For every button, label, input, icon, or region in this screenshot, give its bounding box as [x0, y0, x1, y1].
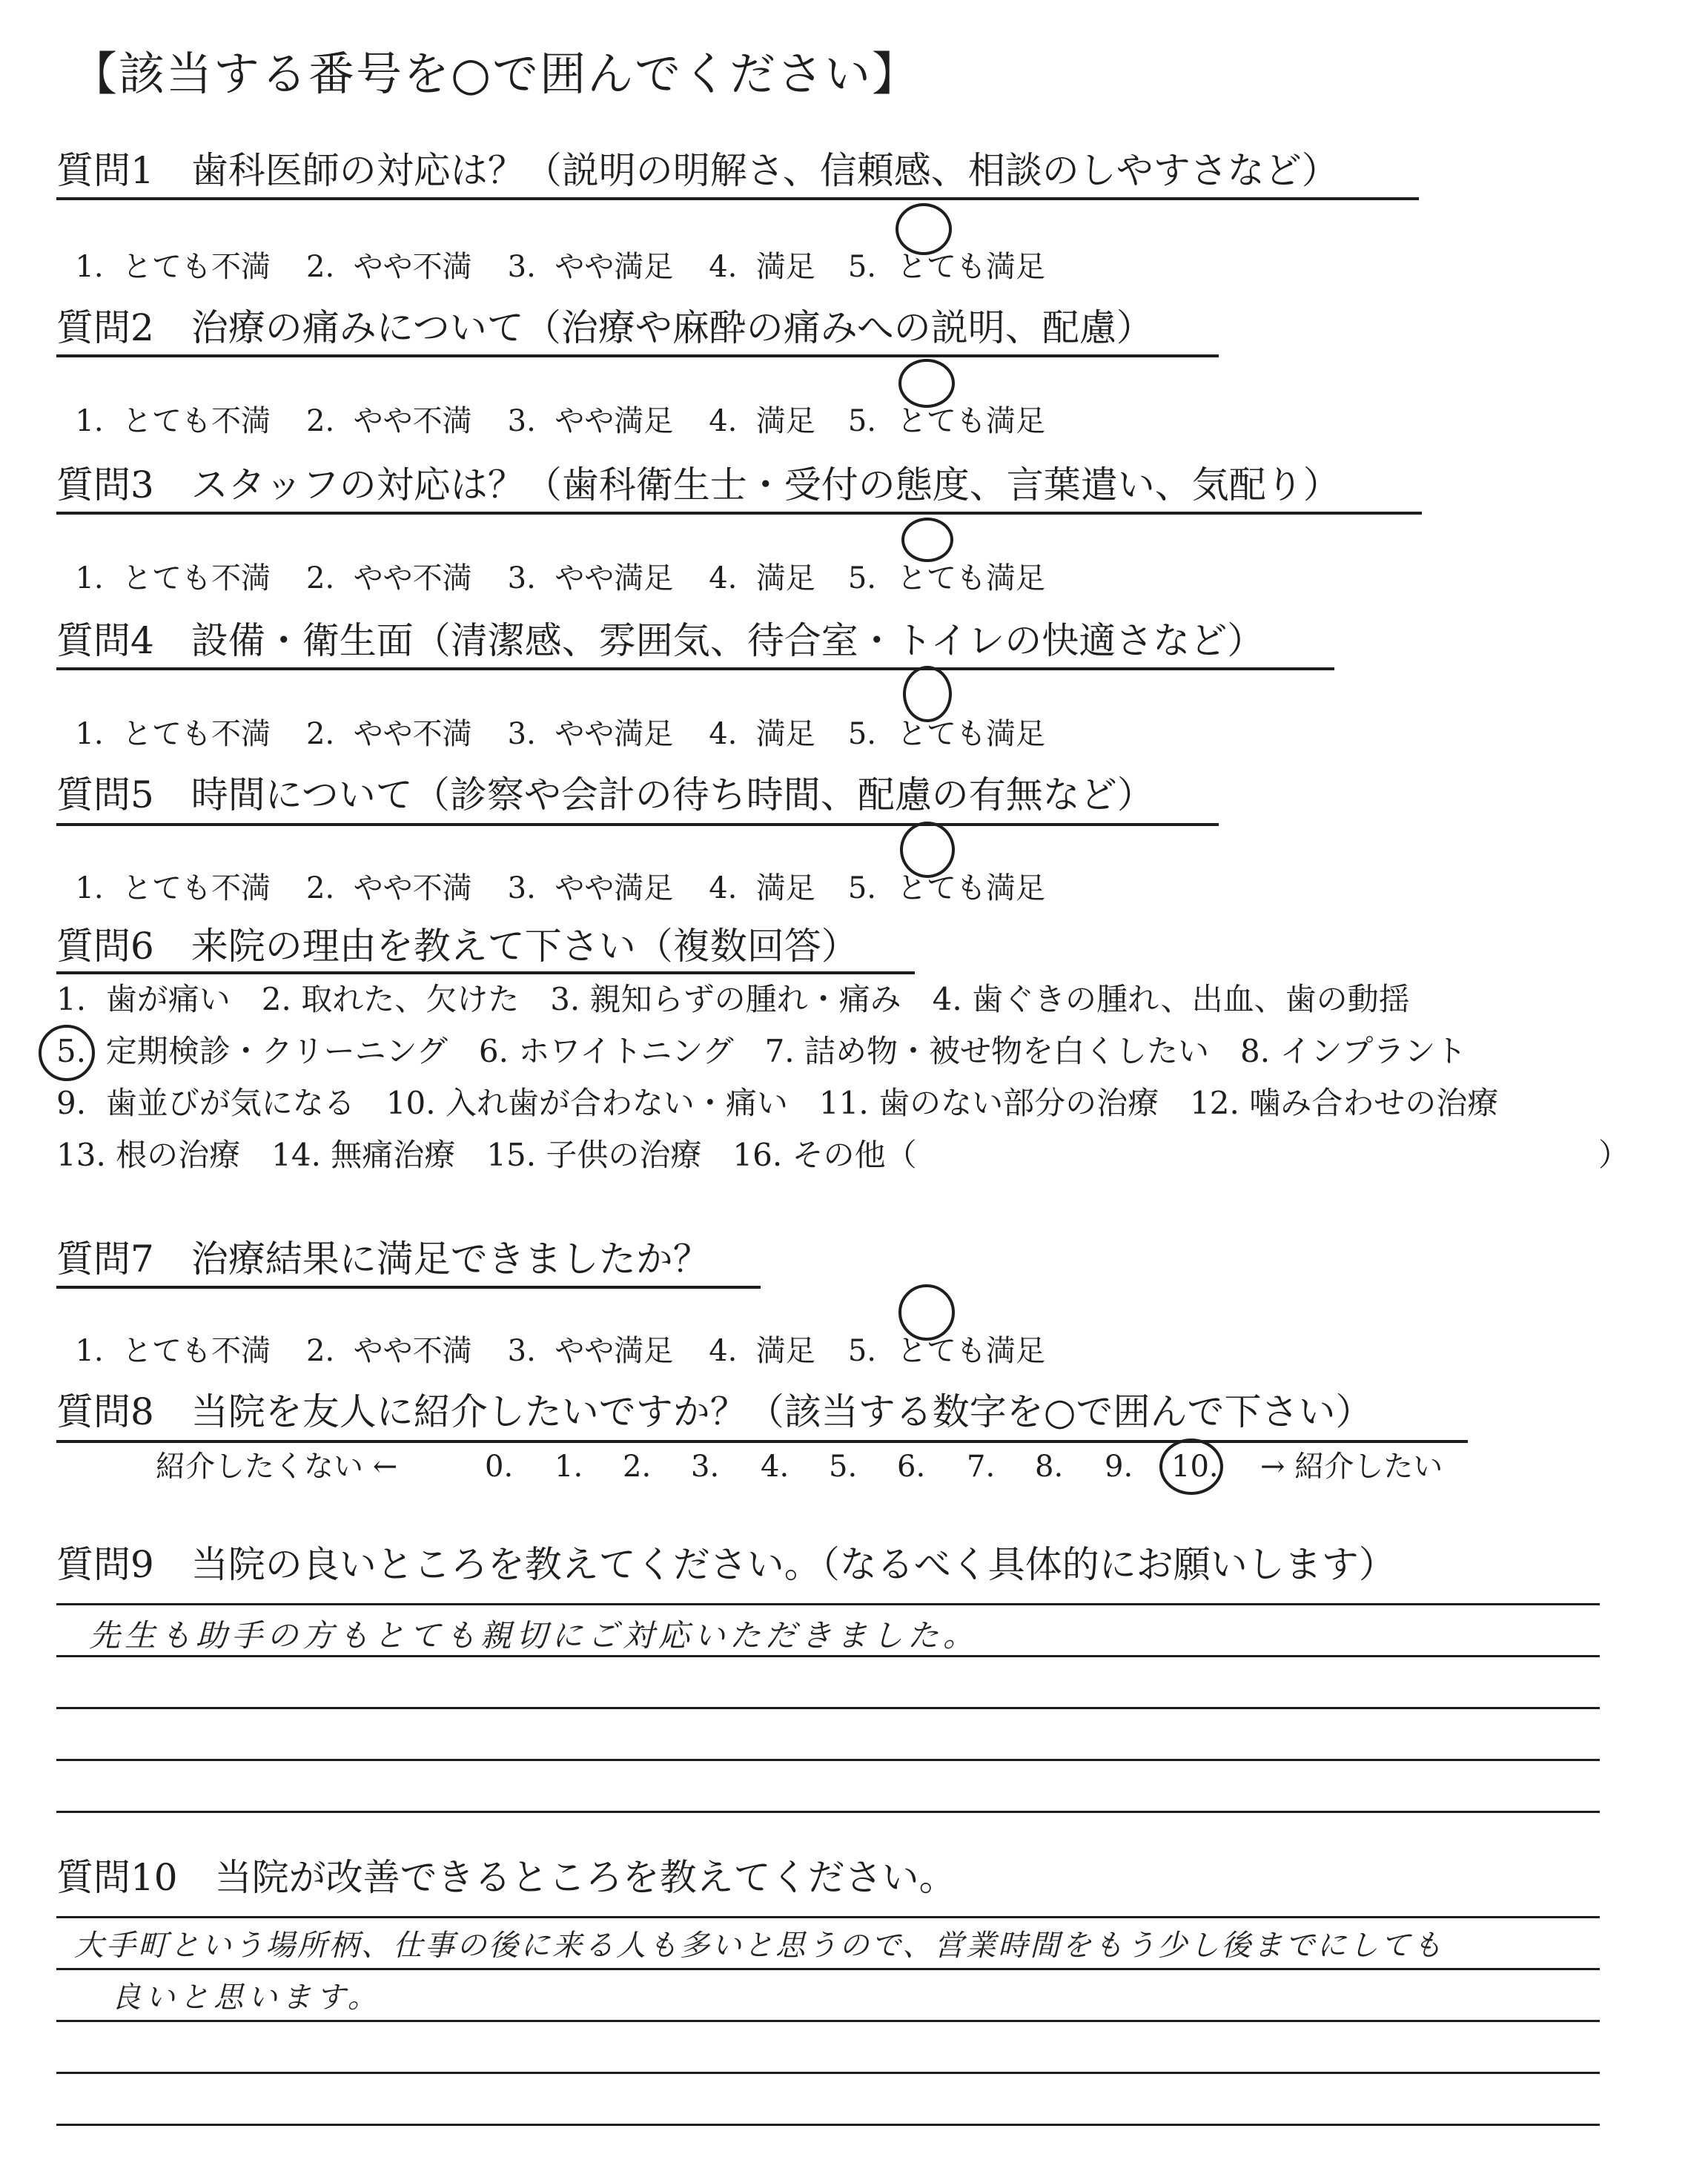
q5-option-4[interactable]: 4. 満足 [709, 871, 815, 905]
q10-answer-line-1 [56, 1916, 1600, 1918]
question-2-underline [56, 354, 1219, 357]
question-7-underline [56, 1286, 761, 1289]
q8-left-label: 紹介したくない ← [156, 1450, 398, 1484]
q7-option-2[interactable]: 2. やや不満 [306, 1334, 472, 1368]
q1-option-4[interactable]: 4. 満足 [709, 250, 815, 284]
q8-selection-circle [1159, 1439, 1223, 1495]
question-8-title: 質問8 当院を友人に紹介したいですか？（該当する数字を○で囲んで下さい） [56, 1390, 1373, 1433]
question-7-options [56, 1293, 1045, 1370]
q7-option-5-label: とても満足 [896, 1334, 1045, 1368]
q3-option-5[interactable]: 5. [847, 561, 876, 595]
q1-selection-circle [896, 203, 952, 255]
q9-answer-line-4 [56, 1759, 1600, 1761]
q3-option-4[interactable]: 4. 満足 [709, 561, 815, 595]
question-7-title: 質問7 治療結果に満足できましたか？ [56, 1238, 710, 1281]
q8-score-4[interactable]: 4. [761, 1450, 790, 1484]
question-3-options [56, 521, 1045, 598]
question-3-underline [56, 512, 1422, 515]
q3-option-3[interactable]: 3. やや満足 [507, 561, 674, 595]
question-10-title: 質問10 当院が改善できるところを教えてください。 [56, 1856, 956, 1899]
question-5-underline [56, 823, 1219, 826]
q8-right-label: → 紹介したい [1260, 1450, 1443, 1484]
q5-option-3[interactable]: 3. やや満足 [507, 871, 674, 905]
q5-option-1[interactable]: 1. とても不満 [75, 871, 271, 905]
question-4-options [56, 676, 1045, 753]
q6-other-close: ） [1598, 1137, 1630, 1173]
question-9-title: 質問9 当院の良いところを教えてください。（なるべく具体的にお願いします） [56, 1543, 1396, 1586]
q7-selection-circle [898, 1284, 955, 1341]
q5-option-2[interactable]: 2. やや不満 [306, 871, 472, 905]
q10-handwritten-answer-line-2[interactable]: 良いと思います。 [111, 1981, 382, 2015]
q7-option-1[interactable]: 1. とても不満 [75, 1334, 271, 1368]
q3-option-1[interactable]: 1. とても不満 [75, 561, 271, 595]
q5-selection-circle [900, 822, 955, 878]
q4-option-5[interactable]: 5. [847, 717, 876, 751]
q4-option-3[interactable]: 3. やや満足 [507, 717, 674, 751]
q8-score-10[interactable]: 10. [1171, 1450, 1219, 1484]
q9-answer-line-5 [56, 1811, 1600, 1813]
q10-answer-line-4 [56, 2072, 1600, 2074]
q2-option-3[interactable]: 3. やや満足 [507, 404, 674, 438]
q4-option-4[interactable]: 4. 満足 [709, 717, 815, 751]
question-4-underline [56, 667, 1334, 670]
q6-row-3[interactable]: 9. 歯並びが気になる 10. 入れ歯が合わない・痛い 11. 歯のない部分の治療 12. 噛み合わせの治療 [56, 1085, 1499, 1121]
q1-option-1[interactable]: 1. とても不満 [75, 250, 271, 284]
question-5-title: 質問5 時間について（診察や会計の待ち時間、配慮の有無など） [56, 773, 1154, 816]
q2-option-1[interactable]: 1. とても不満 [75, 404, 271, 438]
question-5-options [56, 830, 1045, 908]
q1-option-2[interactable]: 2. やや不満 [306, 250, 472, 284]
question-1-underline [56, 197, 1419, 200]
q7-option-3[interactable]: 3. やや満足 [507, 1334, 674, 1368]
q1-option-5[interactable]: 5. [847, 250, 876, 284]
q6-row-4[interactable]: 13. 根の治療 14. 無痛治療 15. 子供の治療 16. その他（ [56, 1137, 917, 1173]
q10-answer-line-5 [56, 2124, 1600, 2126]
q1-option-5-label: とても満足 [896, 250, 1045, 284]
question-8-underline [56, 1440, 1468, 1443]
q2-selection-circle [898, 359, 955, 408]
question-6-title: 質問6 来院の理由を教えて下さい（複数回答） [56, 925, 858, 968]
q2-option-5-label: とても満足 [896, 404, 1045, 438]
q4-option-1[interactable]: 1. とても不満 [75, 717, 271, 751]
q8-score-5[interactable]: 5. [829, 1450, 858, 1484]
question-6-underline [56, 971, 915, 974]
q4-selection-circle [903, 666, 952, 722]
q8-score-9[interactable]: 9. [1105, 1450, 1133, 1484]
q5-option-5[interactable]: 5. [847, 871, 876, 905]
question-4-title: 質問4 設備・衛生面（清潔感、雰囲気、待合室・トイレの快適さなど） [56, 619, 1265, 662]
q9-answer-line-3 [56, 1707, 1600, 1709]
q10-handwritten-answer-line-1[interactable]: 大手町という場所柄、仕事の後に来る人も多いと思うので、営業時間をもう少し後までにしても [74, 1929, 1445, 1963]
q3-option-2[interactable]: 2. やや不満 [306, 561, 472, 595]
question-2-title: 質問2 治療の痛みについて（治療や麻酔の痛みへの説明、配慮） [56, 306, 1153, 349]
q9-answer-line-2 [56, 1655, 1600, 1657]
q7-option-4[interactable]: 4. 満足 [709, 1334, 815, 1368]
question-1-title: 質問1 歯科医師の対応は？（説明の明解さ、信頼感、相談のしやすさなど） [56, 149, 1339, 192]
q8-score-0[interactable]: 0. [485, 1450, 514, 1484]
q6-selection-circle [39, 1025, 95, 1081]
q6-row-1[interactable]: 1. 歯が痛い 2. 取れた、欠けた 3. 親知らずの腫れ・痛み 4. 歯ぐきの腫れ、出血、歯の動揺 [56, 981, 1410, 1017]
q4-option-5-label: とても満足 [896, 717, 1045, 751]
q2-option-2[interactable]: 2. やや不満 [306, 404, 472, 438]
q9-answer-line-1 [56, 1603, 1600, 1605]
q1-option-3[interactable]: 3. やや満足 [507, 250, 674, 284]
q9-handwritten-answer[interactable]: 先生も助手の方もとても親切にご対応いただきました。 [89, 1617, 979, 1654]
q2-option-4[interactable]: 4. 満足 [709, 404, 815, 438]
question-3-title: 質問3 スタッフの対応は？（歯科衛生士・受付の態度、言葉遣い、気配り） [56, 463, 1340, 506]
form-title: 【該当する番号を○で囲んでください】 [71, 47, 920, 101]
q5-option-5-label: とても満足 [896, 871, 1045, 905]
question-2-options [56, 363, 1045, 440]
q8-score-7[interactable]: 7. [967, 1450, 996, 1484]
q8-score-2[interactable]: 2. [623, 1450, 652, 1484]
q10-answer-line-2 [56, 1968, 1600, 1970]
q8-score-8[interactable]: 8. [1035, 1450, 1064, 1484]
q10-answer-line-3 [56, 2020, 1600, 2022]
q8-score-3[interactable]: 3. [691, 1450, 720, 1484]
q8-score-6[interactable]: 6. [897, 1450, 926, 1484]
q3-selection-circle [901, 518, 953, 562]
q4-option-2[interactable]: 2. やや不満 [306, 717, 472, 751]
q8-score-1[interactable]: 1. [555, 1450, 583, 1484]
q2-option-5[interactable]: 5. [847, 404, 876, 438]
q7-option-5[interactable]: 5. [847, 1334, 876, 1368]
q3-option-5-label: とても満足 [896, 561, 1045, 595]
q6-row-2[interactable]: 5. 定期検診・クリーニング 6. ホワイトニング 7. 詰め物・被せ物を白くしたい 8. インプラント [56, 1033, 1467, 1069]
